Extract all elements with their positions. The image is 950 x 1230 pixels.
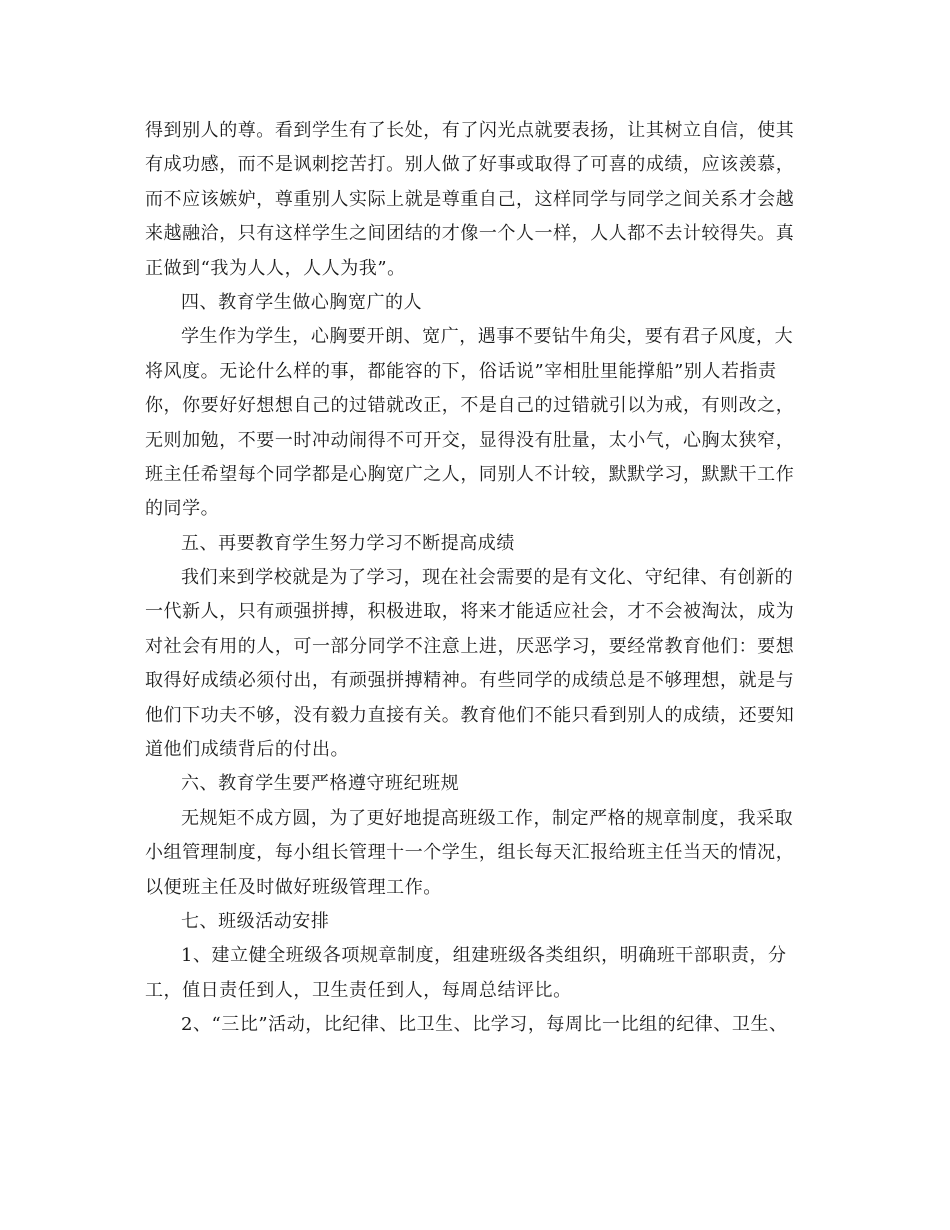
text-line: 来越融洽，只有这样学生之间团结的才像一个人一样，人人都不去计较得失。真 [145,223,795,245]
text-line: 我们来到学校就是为了学习，现在社会需要的是有文化、守纪律、有创新的 [181,567,794,589]
section-heading-4: 四、教育学生做心胸宽广的人 [181,291,423,313]
paragraph-study [145,561,805,767]
section-heading-5: 五、再要教育学生努力学习不断提高成绩 [181,532,515,554]
text-line: 的同学。 [145,498,220,520]
text-line: 对社会有用的人，可一部分同学不注意上进，厌恶学习，要经常教育他们：要想 [145,635,795,657]
text-line: 道他们成绩背后的付出。 [145,739,350,761]
text-line: 无则加勉，不要一时冲动闹得不可开交，显得没有肚量，太小气，心胸太狭窄， [145,429,795,451]
paragraph-rules [145,802,805,905]
text-line: 1、建立健全班级各项规章制度，组建班级各类组织，明确班干部职责，分 [181,945,787,967]
text-line: 无规矩不成方圆，为了更好地提高班级工作，制定严格的规章制度，我采取 [181,807,794,829]
text-line: 工，值日责任到人，卫生责任到人，每周总结评比。 [145,979,572,1001]
text-line: 他们下功夫不够，没有毅力直接有关。教育他们不能只看到别人的成绩，还要知 [145,704,795,726]
text-line: 而不应该嫉妒，尊重别人实际上就是尊重自己，这样同学与同学之间关系才会越 [145,188,795,210]
text-line: 正做到“我为人人，人人为我”。 [145,257,406,279]
text-line: 有成功感，而不是讽刺挖苦打。别人做了好事或取得了可喜的成绩，应该羡慕， [145,154,795,176]
document-body [145,114,805,1043]
text-line: 你，你要好好想想自己的过错就改正，不是自己的过错就引以为戒，有则改之， [145,395,795,417]
text-line: 2、“三比”活动，比纪律、比卫生、比学习，每周比一比组的纪律、卫生、 [181,1014,788,1036]
list-item-1 [145,939,805,1008]
text-line: 班主任希望每个同学都是心胸宽广之人，同别人不计较，默默学习，默默干工作 [145,463,795,485]
text-line: 以便班主任及时做好班级管理工作。 [145,876,442,898]
list-item-2 [145,1008,805,1042]
section-heading-6: 六、教育学生要严格遵守班纪班规 [181,773,460,795]
text-line: 得到别人的尊。看到学生有了长处，有了闪光点就要表扬，让其树立自信，使其 [145,120,795,141]
paragraph-broad-minded [145,320,805,526]
text-line: 将风度。无论什么样的事，都能容的下，俗话说”宰相肚里能撑船”别人若指责 [145,360,777,382]
paragraph-respect [145,114,805,286]
text-line: 一代新人，只有顽强拼搏，积极进取，将来才能适应社会，才不会被淘汰，成为 [145,601,795,623]
text-line: 取得好成绩必须付出，有顽强拼搏精神。有些同学的成绩总是不够理想，就是与 [145,670,795,692]
text-line: 学生作为学生，心胸要开朗、宽广，遇事不要钻牛角尖，要有君子风度，大 [181,326,794,348]
text-line: 小组管理制度，每小组长管理十一个学生，组长每天汇报给班主任当天的情况， [145,842,795,864]
section-heading-7: 七、班级活动安排 [181,910,330,932]
